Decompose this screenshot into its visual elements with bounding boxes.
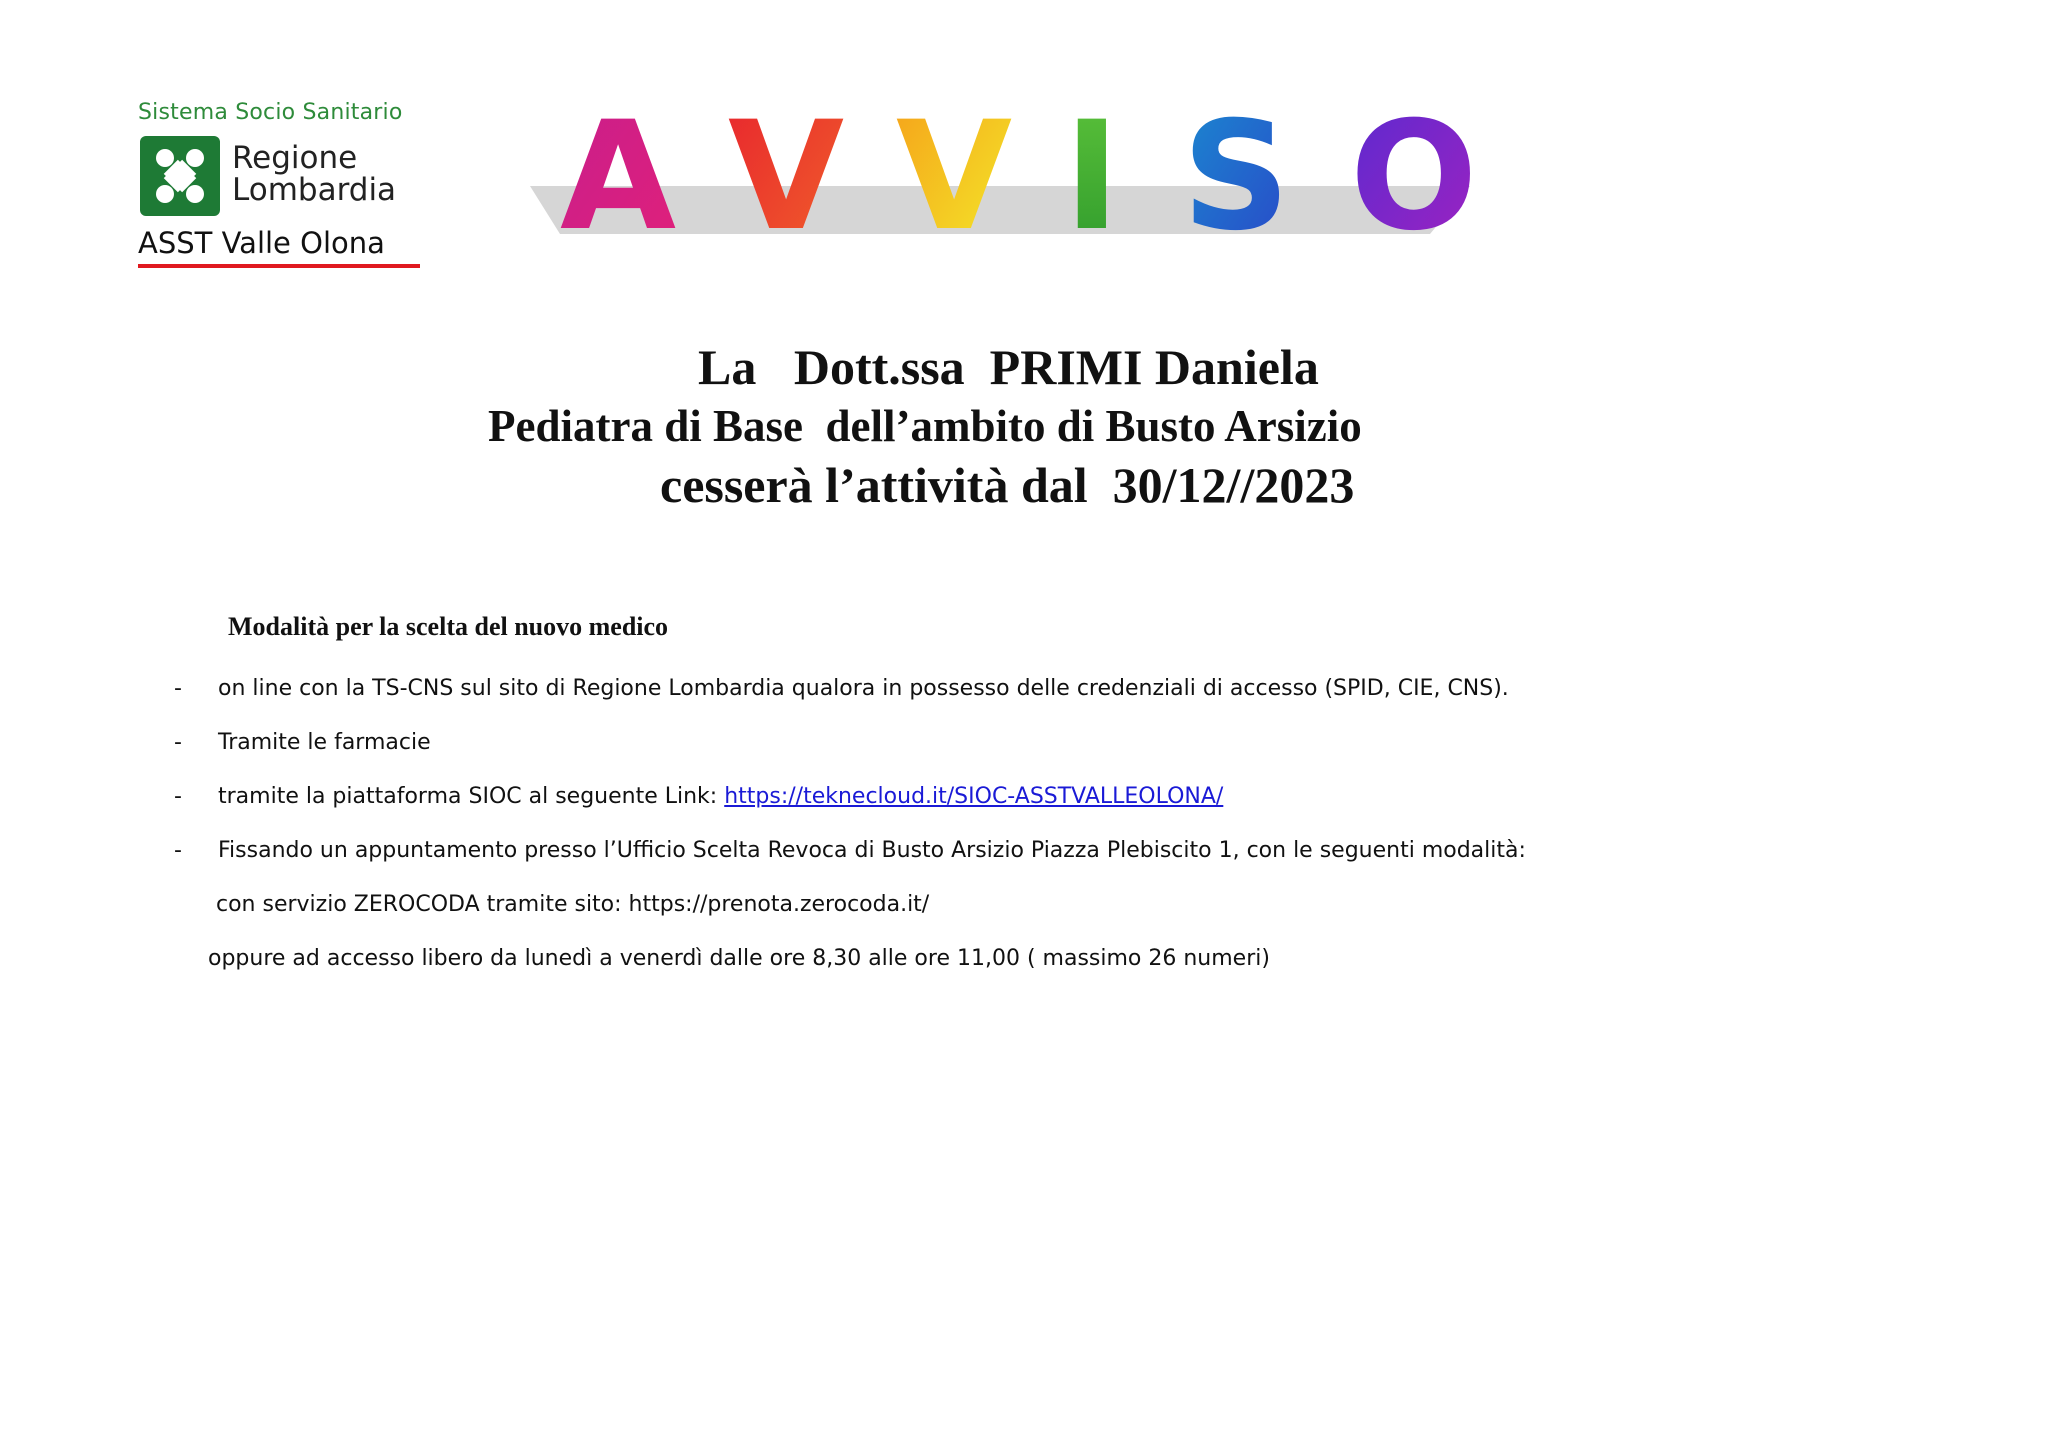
logo-red-rule xyxy=(138,264,420,268)
sioc-link[interactable]: https://teknecloud.it/SIOC-ASSTVALLEOLONA/ xyxy=(724,784,1224,809)
bullet-dash: - xyxy=(174,676,182,701)
logo-system-label: Sistema Socio Sanitario xyxy=(138,100,403,125)
sioc-prefix: tramite la piattaforma SIOC al seguente Link: xyxy=(218,784,725,809)
avviso-letter-s: S xyxy=(1182,90,1291,246)
avviso-letter-a: A xyxy=(560,90,677,246)
section-title: Modalità per la scelta del nuovo medico xyxy=(228,612,669,641)
list-item-appointment: Fissando un appuntamento presso l’Ufficio Scelta Revoca di Busto Arsizio Piazza Plebiscito 1, con le seguenti modalità: xyxy=(218,838,1526,863)
bullet-dash: - xyxy=(174,730,182,755)
list-item-pharmacies: Tramite le farmacie xyxy=(218,730,431,755)
doctor-role-line: Pediatra di Base dell’ambito di Busto Arsizio xyxy=(488,401,1362,451)
cessation-date-line: cesserà l’attività dal 30/12//2023 xyxy=(660,457,1355,513)
list-item-online: on line con la TS-CNS sul sito di Regione Lombardia qualora in possesso delle credenziali di accesso (SPID, CIE, CNS). xyxy=(218,676,1509,701)
list-item-sioc xyxy=(218,784,1223,809)
avviso-letter-i: I xyxy=(1064,90,1120,246)
bullet-dash: - xyxy=(174,838,182,863)
regione-lombardia-cross-icon xyxy=(140,136,220,216)
logo-asst-name: ASST Valle Olona xyxy=(138,226,385,260)
avviso-letter-v1: V xyxy=(728,90,845,246)
list-item-zerocoda: con servizio ZEROCODA tramite sito: https://prenota.zerocoda.it/ xyxy=(216,892,930,917)
avviso-letter-o: O xyxy=(1350,90,1478,246)
bullet-dash: - xyxy=(174,784,182,809)
doctor-name-line: La Dott.ssa PRIMI Daniela xyxy=(698,339,1319,395)
logo-region-name xyxy=(232,142,396,206)
avviso-letter-v2: V xyxy=(896,90,1013,246)
logo-region-line2: Lombardia xyxy=(232,172,397,208)
logo-region-line1: Regione xyxy=(232,140,358,176)
list-item-free-access: oppure ad accesso libero da lunedì a venerdì dalle ore 8,30 alle ore 11,00 ( massimo 26 numeri) xyxy=(208,946,1270,971)
avviso-heading xyxy=(530,86,1490,246)
asst-logo xyxy=(138,98,424,274)
